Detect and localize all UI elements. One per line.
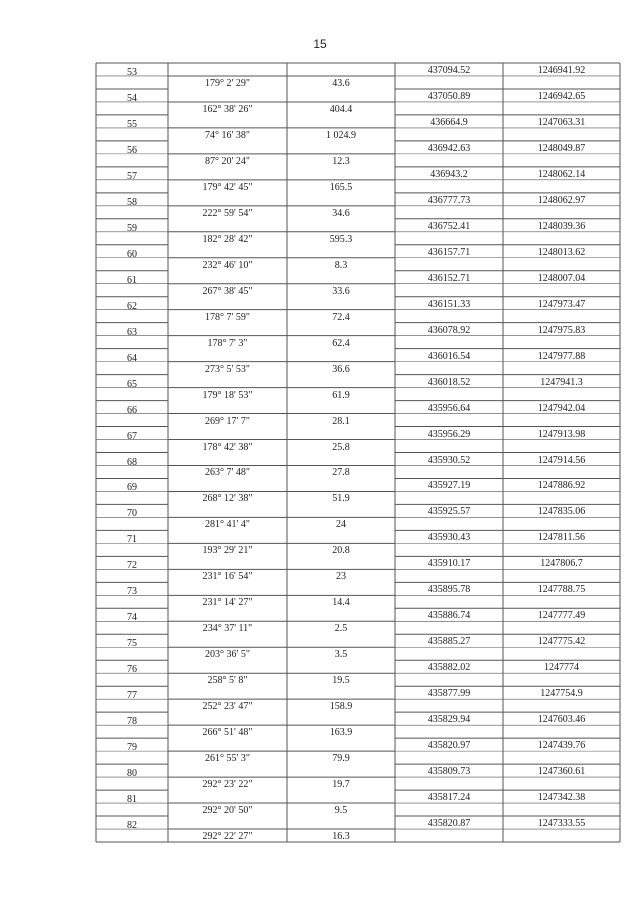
coordinate-y: 1247975.83: [537, 324, 586, 336]
direction-angle: 179° 2' 29": [205, 77, 250, 89]
direction-angle: 178° 7' 59": [205, 311, 250, 323]
coordinate-y: 1247942.04: [537, 402, 586, 414]
direction-angle: 258° 5' 8": [207, 675, 248, 687]
segment-length: 72.4: [332, 311, 350, 323]
coordinate-x: 435895.78: [427, 584, 471, 596]
segment-length: 33.6: [332, 285, 350, 297]
point-number: 58: [127, 196, 137, 208]
coordinate-y: 1247914.56: [537, 454, 586, 466]
segment-length: 595.3: [329, 233, 353, 245]
point-number: 56: [127, 144, 137, 156]
coordinate-x: 436151.33: [427, 298, 471, 310]
segment-length: 25.8: [332, 441, 350, 453]
coordinate-y: 1247777.49: [537, 610, 586, 622]
coordinate-y: 1247977.88: [537, 350, 586, 362]
coordinate-y: 1247973.47: [537, 298, 586, 310]
coordinate-y: 1247360.61: [537, 766, 586, 778]
coordinate-x: 435820.87: [427, 818, 471, 830]
direction-angle: 267° 38' 45": [202, 285, 253, 297]
direction-angle: 269° 17' 7": [205, 415, 250, 427]
coordinate-y: 1247913.98: [537, 428, 586, 440]
segment-length: 404.4: [329, 103, 353, 115]
coordinate-x: 435930.52: [427, 454, 471, 466]
point-number: 59: [127, 222, 137, 234]
coordinate-x: 435885.27: [427, 636, 471, 648]
coordinate-x: 435925.57: [427, 506, 471, 518]
segment-length: 19.7: [332, 779, 350, 791]
point-number: 79: [127, 742, 137, 754]
point-number: 82: [127, 820, 137, 832]
coordinate-y: 1246942.65: [537, 90, 586, 102]
direction-angle: 179° 42' 45": [202, 181, 253, 193]
coordinate-x: 435882.02: [427, 662, 471, 674]
point-number: 68: [127, 456, 137, 468]
direction-angle: 193° 29' 21": [202, 545, 253, 557]
direction-angle: 178° 7' 3": [207, 337, 248, 349]
coordinate-y: 1246941.92: [537, 65, 586, 76]
coordinate-x: 435927.19: [427, 480, 471, 492]
point-number: 78: [127, 716, 137, 728]
segment-length: 51.9: [332, 493, 350, 505]
point-number: 67: [127, 430, 137, 442]
segment-length: 24: [336, 519, 346, 531]
segment-length: 165.5: [329, 181, 353, 193]
direction-angle: 273° 5' 53": [205, 363, 250, 375]
segment-length: 3.5: [334, 649, 348, 661]
coordinate-x: 435956.29: [427, 428, 471, 440]
coordinate-y: 1247603.46: [537, 714, 586, 726]
segment-length: 14.4: [332, 597, 350, 609]
direction-angle: 222° 59' 54": [202, 207, 253, 219]
direction-angle: 87° 20' 24": [205, 155, 250, 167]
coordinate-x: 436157.71: [427, 246, 471, 258]
segment-length: 23: [336, 571, 346, 583]
coordinate-y: 1247806.7: [540, 558, 583, 570]
coordinate-y: 1247886.92: [537, 480, 586, 492]
segment-length: 28.1: [332, 415, 350, 427]
direction-angle: 231° 14' 27": [202, 597, 253, 609]
coordinate-x: 436018.52: [427, 376, 471, 388]
coordinate-x: 435910.17: [427, 558, 471, 570]
direction-angle: 263° 7' 48": [205, 467, 250, 479]
coordinate-x: 436664.9: [430, 116, 468, 128]
direction-angle: 252° 23' 47": [202, 701, 253, 713]
coordinate-x: 436078.92: [427, 324, 471, 336]
coordinate-x: 437050.89: [427, 90, 471, 102]
point-number: 71: [127, 534, 137, 546]
point-number: 55: [127, 118, 137, 130]
point-number: 65: [127, 378, 137, 390]
segment-length: 1 024.9: [326, 129, 356, 141]
coordinate-y: 1247754.9: [540, 688, 583, 700]
direction-angle: 292° 20' 50": [202, 805, 253, 817]
coordinate-x: 435886.74: [427, 610, 471, 622]
coordinate-x: 436942.63: [427, 142, 471, 154]
coordinate-y: 1248062.97: [537, 194, 586, 206]
coordinate-x: 435956.64: [427, 402, 471, 414]
segment-length: 61.9: [332, 389, 350, 401]
point-number: 75: [127, 638, 137, 650]
segment-length: 19.5: [332, 675, 350, 687]
coordinate-y: 1247835.06: [537, 506, 586, 518]
direction-angle: 266° 51' 48": [202, 727, 253, 739]
direction-angle: 292° 22' 27": [202, 831, 253, 843]
coordinate-y: 1247774: [544, 662, 579, 674]
segment-length: 12.3: [332, 155, 350, 167]
point-number: 80: [127, 768, 137, 780]
coordinate-y: 1247788.75: [537, 584, 586, 596]
direction-angle: 292° 23' 22": [202, 779, 253, 791]
direction-angle: 234° 37' 11": [202, 623, 253, 635]
point-number: 81: [127, 794, 137, 806]
direction-angle: 178° 42' 38": [202, 441, 253, 453]
segment-length: 158.9: [329, 701, 353, 713]
coordinate-x: 436943.2: [430, 168, 468, 180]
segment-length: 16.3: [332, 831, 350, 843]
coordinate-x: 435877.99: [427, 688, 471, 700]
point-number: 60: [127, 248, 137, 260]
point-number: 73: [127, 586, 137, 598]
coordinate-x: 435829.94: [427, 714, 471, 726]
coordinate-x: 436016.54: [427, 350, 471, 362]
direction-angle: 268° 12' 38": [202, 493, 253, 505]
direction-angle: 203° 36' 5": [205, 649, 250, 661]
coordinate-y: 1248039.36: [537, 220, 586, 232]
direction-angle: 261° 55' 3": [205, 753, 250, 765]
point-number: 63: [127, 326, 137, 338]
point-number: 61: [127, 274, 137, 286]
coordinate-y: 1247941.3: [540, 376, 583, 388]
coordinate-y: 1248013.62: [537, 246, 586, 258]
coordinate-x: 436152.71: [427, 272, 471, 284]
point-number: 54: [127, 92, 137, 104]
coordinate-y: 1248062.14: [537, 168, 586, 180]
coordinate-y: 1248049.87: [537, 142, 586, 154]
coordinate-x: 437094.52: [427, 65, 471, 76]
point-number: 62: [127, 300, 137, 312]
point-number: 64: [127, 352, 137, 364]
coordinate-x: 436777.73: [427, 194, 471, 206]
coordinate-x: 436752.41: [427, 220, 471, 232]
segment-length: 20.8: [332, 545, 350, 557]
coordinate-x: 435817.24: [427, 792, 471, 804]
coordinate-x: 435820.97: [427, 740, 471, 752]
direction-angle: 281° 41' 4": [205, 519, 250, 531]
segment-length: 163.9: [329, 727, 353, 739]
point-number: 72: [127, 560, 137, 572]
segment-length: 9.5: [334, 805, 348, 817]
segment-length: 43.6: [332, 77, 350, 89]
direction-angle: 162° 38' 26": [202, 103, 253, 115]
direction-angle: 74° 16' 38": [205, 129, 250, 141]
segment-length: 27.8: [332, 467, 350, 479]
coordinate-y: 1247063.31: [537, 116, 586, 128]
direction-angle: 179° 18' 53": [202, 389, 253, 401]
segment-length: 34.6: [332, 207, 350, 219]
direction-angle: 182° 28' 42": [202, 233, 253, 245]
point-number: 74: [127, 612, 137, 624]
segment-length: 36.6: [332, 363, 350, 375]
segment-length: 2.5: [334, 623, 348, 635]
segment-length: 8.3: [334, 259, 348, 271]
coordinate-y: 1247333.55: [537, 818, 586, 830]
coordinate-y: 1247342.38: [537, 792, 586, 804]
direction-angle: 232° 46' 10": [202, 259, 253, 271]
point-number: 66: [127, 404, 137, 416]
coordinate-y: 1247439.76: [537, 740, 586, 752]
coordinate-y: 1248007.04: [537, 272, 586, 284]
coordinate-y: 1247811.56: [537, 532, 586, 544]
point-number: 70: [127, 508, 137, 520]
coordinate-x: 435930.43: [427, 532, 471, 544]
point-number: 76: [127, 664, 137, 676]
coordinate-y: 1247775.42: [537, 636, 586, 648]
coordinate-x: 435809.73: [427, 766, 471, 778]
page-number: 15: [313, 37, 327, 51]
direction-angle: 231° 16' 54": [202, 571, 253, 583]
point-number: 77: [127, 690, 137, 702]
segment-length: 62.4: [332, 337, 350, 349]
segment-length: 79.9: [332, 753, 350, 765]
point-number: 69: [127, 482, 137, 494]
point-number: 57: [127, 170, 137, 182]
point-number: 53: [127, 67, 137, 78]
